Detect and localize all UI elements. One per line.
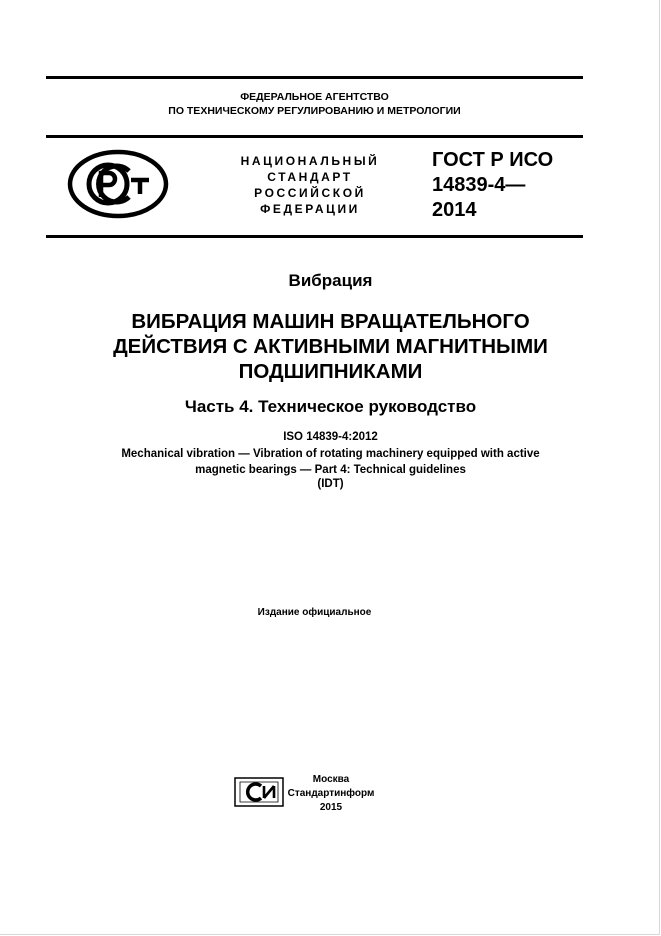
main-title-line-1: ВИБРАЦИЯ МАШИН ВРАЩАТЕЛЬНОГО xyxy=(131,310,530,333)
standard-designation xyxy=(432,148,553,223)
edition-label: Издание официальное xyxy=(257,607,372,618)
agency-line-1: ФЕДЕРАЛЬНОЕ АГЕНТСТВО xyxy=(240,91,389,103)
gost-r-certification-mark-icon xyxy=(67,149,169,219)
designation-line-3: 2014 xyxy=(432,199,477,221)
publisher-block xyxy=(280,773,382,815)
publisher-city: Москва xyxy=(312,774,350,785)
designation-line-2: 14839-4— xyxy=(432,174,526,196)
designation-line-1: ГОСТ Р ИСО xyxy=(432,149,554,171)
national-line-2: СТАНДАРТ xyxy=(267,170,353,184)
agency-line-2: ПО ТЕХНИЧЕСКОМУ РЕГУЛИРОВАНИЮ И МЕТРОЛОГИИ xyxy=(168,105,461,117)
title-block-rule xyxy=(46,235,583,238)
english-title xyxy=(60,446,601,478)
national-line-1: НАЦИОНАЛЬНЫЙ xyxy=(240,154,380,168)
iso-number: ISO 14839-4:2012 xyxy=(283,431,378,443)
agency-name xyxy=(46,90,583,118)
header-rule xyxy=(46,135,583,138)
national-line-3: РОССИЙСКОЙ xyxy=(254,186,366,200)
main-title-line-3: ПОДШИПНИКАМИ xyxy=(238,360,423,383)
main-title-line-2: ДЕЙСТВИЯ С АКТИВНЫМИ МАГНИТНЫМИ xyxy=(113,335,548,358)
standartinform-logo-icon xyxy=(234,777,284,807)
english-title-line-1: Mechanical vibration — Vibration of rotating machinery equipped with active xyxy=(121,448,540,460)
publication-year: 2015 xyxy=(319,802,343,813)
main-title xyxy=(60,309,601,384)
national-line-4: ФЕДЕРАЦИИ xyxy=(260,202,360,216)
national-standard-label xyxy=(230,153,390,217)
top-rule xyxy=(46,76,583,79)
part-title: Часть 4. Техническое руководство xyxy=(184,397,477,416)
equivalence-label: (IDT) xyxy=(317,478,344,490)
english-title-line-2: magnetic bearings — Part 4: Technical guidelines xyxy=(195,464,466,476)
publisher-name: Стандартинформ xyxy=(287,788,375,799)
general-title: Вибрация xyxy=(288,271,373,290)
